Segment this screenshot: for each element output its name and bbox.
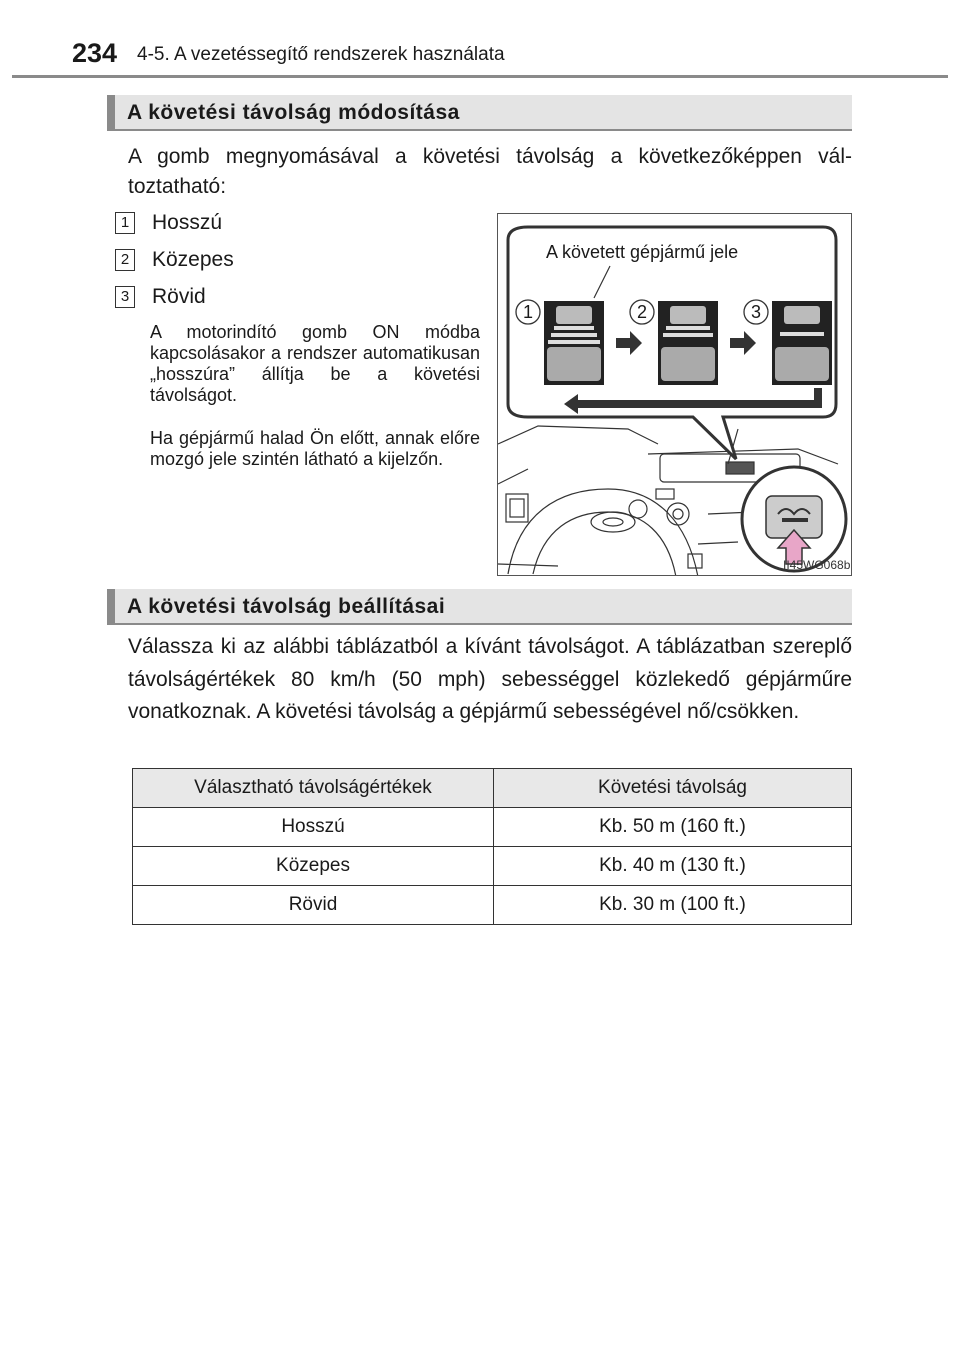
table-header-cell: Követési távolság [494,769,852,808]
distance-table [132,768,852,925]
settings-paragraph: Válassza ki az alábbi táblázatból a kívánt távolságot. A táblázatban szereplő távolságértékek 80 km/h (50 mph) sebességgel közlekedő gépjárműre vonatkoznak. A követési távolság a gépjármű sebességével nő/csökken. [128,635,852,723]
table-cell: Kb. 50 m (160 ft.) [494,808,852,847]
intro-line-1: A gomb megnyomásával a követési távolság a következőképpen vál- [128,145,852,168]
item-label-short: Rövid [152,285,206,308]
table-cell: Kb. 30 m (100 ft.) [494,886,852,925]
header-rule [12,75,948,78]
running-header: 4-5. A vezetéssegítő rendszerek használata [137,44,505,65]
table-cell: Hosszú [133,808,494,847]
distance-button-inset [742,467,846,571]
figure-num-2: 2 [636,302,648,322]
callout-label: A követett gépjármű jele [546,242,739,262]
item-number-3: 3 [115,286,135,308]
section-heading-text: A követési távolság módosítása [127,101,460,124]
page-number: 234 [72,38,118,68]
intro-line-2: toztatható: [128,175,227,198]
section-heading-modify [107,95,852,131]
table-cell: Rövid [133,886,494,925]
item-number-2: 2 [115,249,135,271]
table-header-cell: Választható távolságértékek [133,769,494,808]
figure-illustration [498,214,852,576]
table-cell: Kb. 40 m (130 ft.) [494,847,852,886]
table-row [133,808,852,847]
table-row [133,886,852,925]
table-row [133,847,852,886]
item-number-1: 1 [115,212,135,234]
item-label-medium: Közepes [152,248,234,271]
distance-display-short [772,301,832,385]
note-vehicle-ahead: Ha gépjármű halad Ön előtt, annak előre mozgó jele szintén látható a kijelzőn. [150,428,480,469]
figure-distance-switch [497,213,852,576]
distance-display-long [544,301,604,385]
figure-num-1: 1 [522,302,534,322]
figure-code: II45WG068b [783,558,851,572]
section-heading-text: A követési távolság beállításai [127,595,446,618]
figure-num-3: 3 [750,302,762,322]
table-header-row [133,769,852,808]
item-label-long: Hosszú [152,211,223,234]
section-heading-settings [107,589,852,625]
distance-display-medium [658,301,718,385]
table-cell: Közepes [133,847,494,886]
note-auto-long: A motorindító gomb ON módba kapcsolásakor a rendszer automatikusan „hosszúra” állítja be a követési távolságot. [150,322,480,405]
